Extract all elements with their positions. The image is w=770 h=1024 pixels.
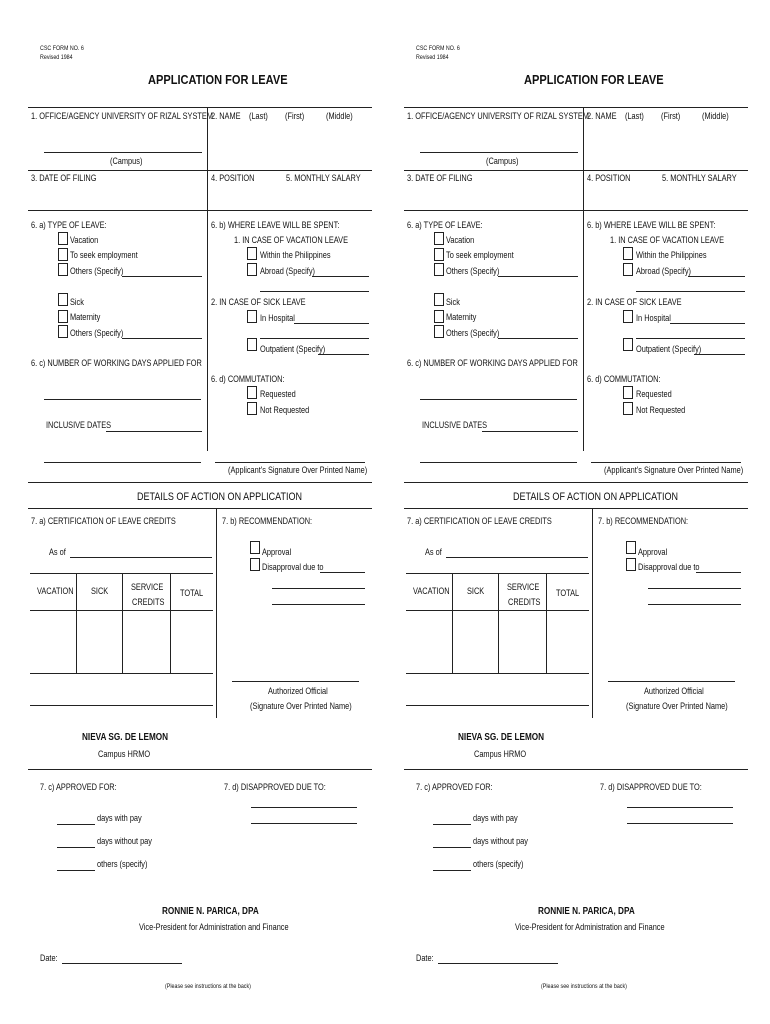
col-vacation: VACATION	[413, 586, 450, 596]
credits-table-row-line	[30, 673, 213, 674]
abroad-field[interactable]	[312, 276, 369, 277]
salary-label: 5. MONTHLY SALARY	[662, 173, 737, 183]
credits-table-header-line	[30, 610, 213, 611]
divider	[404, 508, 748, 509]
vacation-label: Vacation	[70, 235, 99, 245]
approval-checkbox[interactable]	[626, 541, 636, 554]
others-approved-field[interactable]	[433, 870, 471, 871]
vacation-case-label: 1. IN CASE OF VACATION LEAVE	[234, 235, 349, 245]
seek-employment-label: To seek employment	[446, 250, 514, 260]
inclusive-dates-field[interactable]	[482, 431, 578, 432]
disapproval-field[interactable]	[696, 572, 741, 573]
col-total: TOTAL	[180, 588, 204, 598]
approved-for-label: 7. c) APPROVED FOR:	[40, 782, 117, 792]
days-without-pay-field[interactable]	[57, 847, 95, 848]
maternity-checkbox[interactable]	[58, 310, 68, 323]
days-with-pay-label: days with pay	[97, 813, 142, 823]
disapproved-due-label: 7. d) DISAPPROVED DUE TO:	[224, 782, 326, 792]
col-credits: CREDITS	[508, 597, 541, 607]
divider	[404, 482, 748, 483]
vacation-case-label: 1. IN CASE OF VACATION LEAVE	[610, 235, 725, 245]
disapproval-field-2[interactable]	[272, 588, 365, 589]
applicant-signature-field[interactable]	[215, 462, 365, 463]
type-of-leave-label: 6. a) TYPE OF LEAVE:	[31, 220, 107, 230]
form-number: CSC FORM NO. 6	[416, 45, 460, 52]
others-checkbox[interactable]	[58, 263, 68, 276]
others-sick-checkbox[interactable]	[58, 325, 68, 338]
leave-form-right	[376, 0, 752, 1024]
seek-employment-checkbox[interactable]	[58, 248, 68, 261]
inclusive-dates-label: INCLUSIVE DATES	[422, 420, 488, 430]
authorized-signature-field[interactable]	[608, 681, 735, 682]
vp-name: RONNIE N. PARICA, DPA	[162, 906, 259, 917]
not-requested-checkbox[interactable]	[623, 402, 633, 415]
others-sick-label: Others (Specify)	[446, 328, 500, 338]
disapproved-field-2[interactable]	[627, 823, 733, 824]
outpatient-label: Outpatient (Specify)	[260, 344, 326, 354]
divider	[583, 107, 584, 451]
within-ph-checkbox[interactable]	[623, 247, 633, 260]
as-of-label: As of	[425, 547, 442, 557]
authorized-signature-field[interactable]	[232, 681, 359, 682]
disapproval-field-3[interactable]	[648, 604, 741, 605]
col-vacation: VACATION	[37, 586, 74, 596]
divider	[404, 769, 748, 770]
disapproval-field[interactable]	[320, 572, 365, 573]
leave-form-left	[0, 0, 376, 1024]
date-label: Date:	[40, 953, 58, 963]
commutation-label: 6. d) COMMUTATION:	[211, 374, 285, 384]
disapproved-field[interactable]	[251, 807, 357, 808]
type-of-leave-label: 6. a) TYPE OF LEAVE:	[407, 220, 483, 230]
divider	[28, 170, 372, 171]
hrmo-name: NIEVA SG. DE LEMON	[458, 732, 545, 743]
inclusive-dates-field[interactable]	[106, 431, 202, 432]
outpatient-checkbox[interactable]	[623, 338, 633, 351]
others-sick-label: Others (Specify)	[70, 328, 124, 338]
divider	[28, 482, 372, 483]
maternity-label: Maternity	[70, 312, 101, 322]
within-ph-checkbox[interactable]	[247, 247, 257, 260]
vacation-label: Vacation	[446, 235, 475, 245]
disapproved-due-label: 7. d) DISAPPROVED DUE TO:	[600, 782, 702, 792]
approval-label: Approval	[638, 547, 668, 557]
approval-checkbox[interactable]	[250, 541, 260, 554]
inclusive-dates-field-2[interactable]	[420, 462, 577, 463]
vp-title: Vice-President for Administration and Finance	[515, 922, 665, 932]
credits-table-header-line	[406, 610, 589, 611]
instructions-note: (Please see instructions at the back)	[165, 983, 251, 990]
disapproval-checkbox[interactable]	[626, 558, 636, 571]
hospital-checkbox[interactable]	[623, 310, 633, 323]
revised-date: Revised 1984	[416, 54, 449, 61]
office-field[interactable]	[420, 152, 578, 153]
disapproval-label: Disapproval due to	[262, 562, 324, 572]
table-divider	[546, 573, 547, 673]
days-with-pay-label: days with pay	[473, 813, 518, 823]
applicant-signature-caption: (Applicant's Signature Over Printed Name)	[604, 465, 744, 475]
disapproval-field-2[interactable]	[648, 588, 741, 589]
table-divider	[170, 573, 171, 673]
working-days-field[interactable]	[420, 399, 577, 400]
not-requested-checkbox[interactable]	[247, 402, 257, 415]
middle-name-caption: (Middle)	[326, 111, 353, 121]
requested-label: Requested	[636, 389, 672, 399]
abroad-label: Abroad (Specify)	[636, 266, 691, 276]
abroad-label: Abroad (Specify)	[260, 266, 315, 276]
col-sick: SICK	[91, 586, 109, 596]
others-sick-checkbox[interactable]	[434, 325, 444, 338]
col-total: TOTAL	[556, 588, 580, 598]
not-requested-label: Not Requested	[636, 405, 686, 415]
divider	[216, 508, 217, 718]
not-requested-label: Not Requested	[260, 405, 310, 415]
divider	[28, 769, 372, 770]
working-days-field[interactable]	[44, 399, 201, 400]
disapproval-field-3[interactable]	[272, 604, 365, 605]
outpatient-label: Outpatient (Specify)	[636, 344, 702, 354]
cert-credits-label: 7. a) CERTIFICATION OF LEAVE CREDITS	[31, 516, 176, 526]
authorized-official-caption: Authorized Official	[268, 686, 328, 696]
office-label: 1. OFFICE/AGENCY UNIVERSITY OF RIZAL SYSTEM	[31, 111, 213, 121]
hospital-field[interactable]	[294, 323, 369, 324]
table-divider	[76, 573, 77, 673]
date-field[interactable]	[438, 963, 558, 964]
others-approved-label: others (specify)	[97, 859, 148, 869]
form-title: APPLICATION FOR LEAVE	[148, 72, 288, 87]
others-sick-field[interactable]	[498, 338, 578, 339]
days-without-pay-field[interactable]	[433, 847, 471, 848]
date-label: Date:	[416, 953, 434, 963]
days-without-pay-label: days without pay	[97, 836, 152, 846]
first-name-caption: (First)	[285, 111, 305, 121]
others-approved-label: others (specify)	[473, 859, 524, 869]
days-without-pay-label: days without pay	[473, 836, 528, 846]
approval-label: Approval	[262, 547, 292, 557]
date-of-filing-label: 3. DATE OF FILING	[407, 173, 473, 183]
recommendation-label: 7. b) RECOMMENDATION:	[222, 516, 313, 526]
others-field[interactable]	[498, 276, 578, 277]
others-sick-field[interactable]	[122, 338, 202, 339]
working-days-label: 6. c) NUMBER OF WORKING DAYS APPLIED FOR	[407, 358, 578, 368]
others-approved-field[interactable]	[57, 870, 95, 871]
within-ph-label: Within the Philippines	[260, 250, 331, 260]
revised-date: Revised 1984	[40, 54, 73, 61]
credits-table-bottom	[406, 705, 589, 706]
divider	[404, 107, 748, 108]
days-with-pay-field[interactable]	[433, 824, 471, 825]
vacation-checkbox[interactable]	[58, 232, 68, 245]
hrmo-title: Campus HRMO	[474, 749, 527, 759]
applicant-signature-field[interactable]	[591, 462, 741, 463]
divider	[592, 508, 593, 718]
sick-checkbox[interactable]	[434, 293, 444, 306]
credits-table-bottom	[30, 705, 213, 706]
sick-case-label: 2. IN CASE OF SICK LEAVE	[587, 297, 682, 307]
signature-caption: (Signature Over Printed Name)	[626, 701, 728, 711]
date-field[interactable]	[62, 963, 182, 964]
hospital-field[interactable]	[670, 323, 745, 324]
vacation-checkbox[interactable]	[434, 232, 444, 245]
requested-checkbox[interactable]	[247, 386, 257, 399]
others-label: Others (Specify)	[70, 266, 124, 276]
instructions-note: (Please see instructions at the back)	[541, 983, 627, 990]
date-of-filing-label: 3. DATE OF FILING	[31, 173, 97, 183]
sick-case-label: 2. IN CASE OF SICK LEAVE	[211, 297, 306, 307]
outpatient-field[interactable]	[318, 354, 369, 355]
maternity-label: Maternity	[446, 312, 477, 322]
sick-label: Sick	[446, 297, 460, 307]
hospital-field-2[interactable]	[636, 338, 745, 339]
vp-name: RONNIE N. PARICA, DPA	[538, 906, 635, 917]
divider	[404, 210, 748, 211]
days-with-pay-field[interactable]	[57, 824, 95, 825]
abroad-field-2[interactable]	[636, 291, 745, 292]
divider	[207, 107, 208, 451]
others-field[interactable]	[122, 276, 202, 277]
recommendation-label: 7. b) RECOMMENDATION:	[598, 516, 689, 526]
divider	[404, 170, 748, 171]
hrmo-title: Campus HRMO	[98, 749, 151, 759]
form-number: CSC FORM NO. 6	[40, 45, 84, 52]
inclusive-dates-label: INCLUSIVE DATES	[46, 420, 112, 430]
campus-caption: (Campus)	[486, 156, 519, 166]
as-of-field[interactable]	[70, 557, 212, 558]
abroad-field[interactable]	[688, 276, 745, 277]
divider	[28, 508, 372, 509]
office-label: 1. OFFICE/AGENCY UNIVERSITY OF RIZAL SYSTEM	[407, 111, 589, 121]
disapproved-field[interactable]	[627, 807, 733, 808]
disapproval-checkbox[interactable]	[250, 558, 260, 571]
form-title: APPLICATION FOR LEAVE	[524, 72, 664, 87]
seek-employment-checkbox[interactable]	[434, 248, 444, 261]
requested-checkbox[interactable]	[623, 386, 633, 399]
position-label: 4. POSITION	[211, 173, 255, 183]
col-service: SERVICE	[507, 582, 540, 592]
signature-caption: (Signature Over Printed Name)	[250, 701, 352, 711]
cert-credits-label: 7. a) CERTIFICATION OF LEAVE CREDITS	[407, 516, 552, 526]
col-sick: SICK	[467, 586, 485, 596]
table-divider	[498, 573, 499, 673]
hospital-label: In Hospital	[260, 313, 295, 323]
abroad-checkbox[interactable]	[247, 263, 257, 276]
hospital-label: In Hospital	[636, 313, 671, 323]
name-label: 2. NAME	[211, 111, 241, 121]
where-spent-label: 6. b) WHERE LEAVE WILL BE SPENT:	[211, 220, 340, 230]
table-divider	[122, 573, 123, 673]
commutation-label: 6. d) COMMUTATION:	[587, 374, 661, 384]
hospital-checkbox[interactable]	[247, 310, 257, 323]
maternity-checkbox[interactable]	[434, 310, 444, 323]
sick-label: Sick	[70, 297, 84, 307]
applicant-signature-caption: (Applicant's Signature Over Printed Name)	[228, 465, 368, 475]
office-field[interactable]	[44, 152, 202, 153]
abroad-checkbox[interactable]	[623, 263, 633, 276]
credits-table-row-line	[406, 673, 589, 674]
others-checkbox[interactable]	[434, 263, 444, 276]
col-service: SERVICE	[131, 582, 164, 592]
divider	[28, 210, 372, 211]
middle-name-caption: (Middle)	[702, 111, 729, 121]
disapproved-field-2[interactable]	[251, 823, 357, 824]
where-spent-label: 6. b) WHERE LEAVE WILL BE SPENT:	[587, 220, 716, 230]
details-heading: DETAILS OF ACTION ON APPLICATION	[513, 491, 679, 503]
campus-caption: (Campus)	[110, 156, 143, 166]
inclusive-dates-field-2[interactable]	[44, 462, 201, 463]
col-credits: CREDITS	[132, 597, 165, 607]
name-label: 2. NAME	[587, 111, 617, 121]
disapproval-label: Disapproval due to	[638, 562, 700, 572]
as-of-label: As of	[49, 547, 66, 557]
vp-title: Vice-President for Administration and Finance	[139, 922, 289, 932]
outpatient-checkbox[interactable]	[247, 338, 257, 351]
approved-for-label: 7. c) APPROVED FOR:	[416, 782, 493, 792]
as-of-field[interactable]	[446, 557, 588, 558]
others-label: Others (Specify)	[446, 266, 500, 276]
table-divider	[452, 573, 453, 673]
sick-checkbox[interactable]	[58, 293, 68, 306]
last-name-caption: (Last)	[625, 111, 644, 121]
working-days-label: 6. c) NUMBER OF WORKING DAYS APPLIED FOR	[31, 358, 202, 368]
within-ph-label: Within the Philippines	[636, 250, 707, 260]
details-heading: DETAILS OF ACTION ON APPLICATION	[137, 491, 303, 503]
seek-employment-label: To seek employment	[70, 250, 138, 260]
requested-label: Requested	[260, 389, 296, 399]
abroad-field-2[interactable]	[260, 291, 369, 292]
authorized-official-caption: Authorized Official	[644, 686, 704, 696]
outpatient-field[interactable]	[694, 354, 745, 355]
first-name-caption: (First)	[661, 111, 681, 121]
position-label: 4. POSITION	[587, 173, 631, 183]
divider	[28, 107, 372, 108]
last-name-caption: (Last)	[249, 111, 268, 121]
hrmo-name: NIEVA SG. DE LEMON	[82, 732, 169, 743]
hospital-field-2[interactable]	[260, 338, 369, 339]
salary-label: 5. MONTHLY SALARY	[286, 173, 361, 183]
